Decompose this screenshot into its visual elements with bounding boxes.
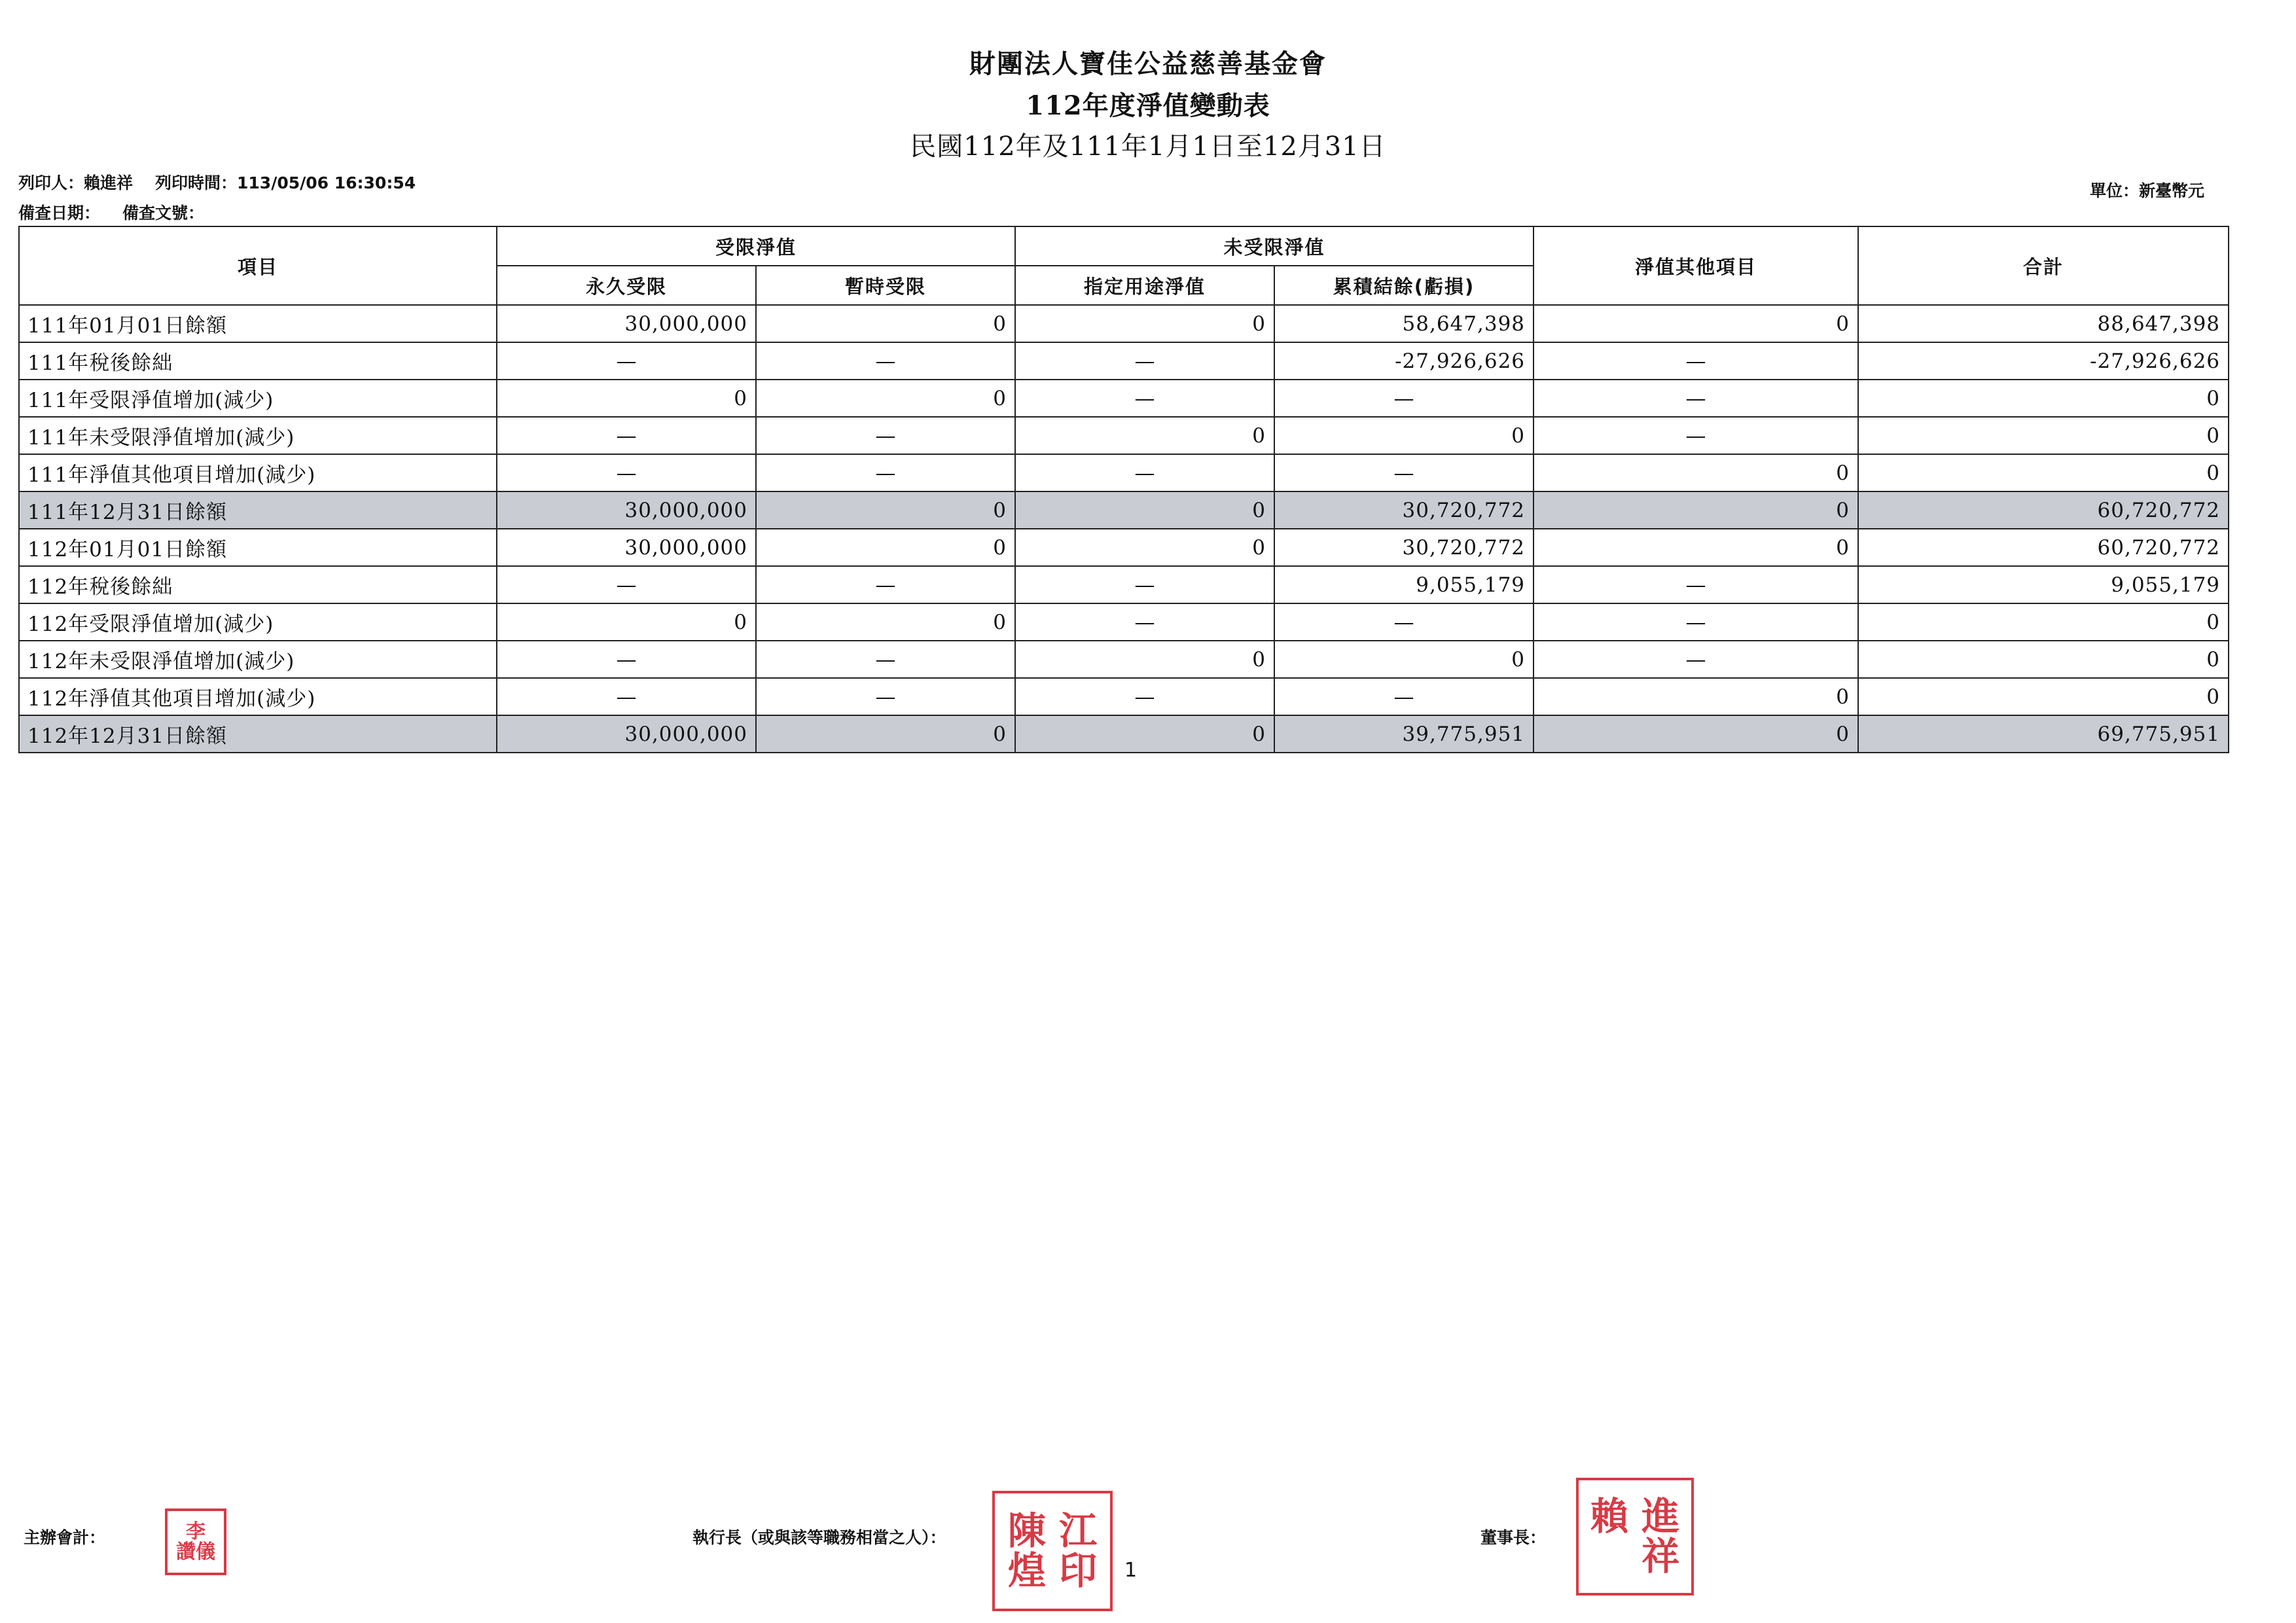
table-cell: 0	[1534, 678, 1858, 715]
row-label: 111年受限淨值增加(減少)	[19, 380, 497, 417]
table-cell: —	[756, 342, 1015, 380]
row-label: 112年01月01日餘額	[19, 529, 497, 566]
header-temporary: 暫時受限	[756, 266, 1015, 305]
table-cell: 0	[1534, 491, 1858, 529]
table-cell: 60,720,772	[1858, 491, 2229, 529]
table-cell: —	[756, 417, 1015, 454]
check-date: 備查日期：	[18, 204, 101, 223]
table-cell: —	[1534, 603, 1858, 641]
table-cell: —	[1015, 678, 1274, 715]
table-cell: —	[1274, 678, 1534, 715]
table-cell: —	[756, 641, 1015, 678]
table-cell: —	[1015, 566, 1274, 603]
table-cell: 39,775,951	[1274, 715, 1534, 753]
table-cell: 0	[1858, 380, 2229, 417]
table-row	[19, 417, 2229, 454]
table-cell: —	[1534, 342, 1858, 380]
table-cell: 0	[1015, 641, 1274, 678]
table-cell: —	[1274, 603, 1534, 641]
table-cell: 30,720,772	[1274, 491, 1534, 529]
table-cell: —	[497, 454, 756, 491]
check-doc-number: 備查文號：	[122, 204, 205, 223]
table-row	[19, 305, 2229, 342]
printer-label: 列印人：賴進祥	[18, 173, 134, 192]
table-row	[19, 454, 2229, 491]
header-unrestricted-group: 未受限淨值	[1015, 226, 1534, 266]
table-cell: 0	[756, 715, 1015, 753]
table-cell: 58,647,398	[1274, 305, 1534, 342]
table-cell: 0	[1015, 417, 1274, 454]
table-cell: 30,000,000	[497, 529, 756, 566]
executive-seal: 陳 江 煌 印	[992, 1491, 1113, 1611]
table-cell: —	[1534, 566, 1858, 603]
row-label: 111年12月31日餘額	[19, 491, 497, 529]
table-row	[19, 566, 2229, 603]
header-permanent: 永久受限	[497, 266, 756, 305]
header-restricted-group: 受限淨值	[497, 226, 1015, 266]
table-row	[19, 342, 2229, 380]
table-cell: —	[1015, 603, 1274, 641]
table-cell: 0	[1274, 417, 1534, 454]
table-row	[19, 641, 2229, 678]
table-cell: 0	[497, 380, 756, 417]
table-cell: 0	[1858, 678, 2229, 715]
table-cell: -27,926,626	[1274, 342, 1534, 380]
row-label: 112年受限淨值增加(減少)	[19, 603, 497, 641]
table-row	[19, 603, 2229, 641]
page-number: 1	[1124, 1559, 1138, 1582]
table-cell: —	[497, 678, 756, 715]
table-cell: 0	[1858, 454, 2229, 491]
row-label: 112年淨值其他項目增加(減少)	[19, 678, 497, 715]
table-cell: 0	[1858, 641, 2229, 678]
header-other-items: 淨值其他項目	[1534, 226, 1858, 305]
table-cell: —	[1015, 454, 1274, 491]
table-cell: —	[497, 641, 756, 678]
net-value-change-table	[18, 226, 2229, 753]
table-cell: —	[756, 454, 1015, 491]
table-cell: 0	[756, 305, 1015, 342]
table-cell: 9,055,179	[1274, 566, 1534, 603]
chairman-seal: 賴 進 祥	[1576, 1478, 1694, 1596]
table-cell: 0	[1534, 454, 1858, 491]
table-cell: 60,720,772	[1858, 529, 2229, 566]
table-cell: 0	[756, 529, 1015, 566]
check-info	[18, 200, 226, 224]
table-row	[19, 678, 2229, 715]
table-cell: 0	[756, 380, 1015, 417]
table-cell: —	[1015, 380, 1274, 417]
table-cell: 0	[756, 491, 1015, 529]
accountant-label: 主辦會計：	[24, 1528, 106, 1547]
chairman-label: 董事長：	[1480, 1528, 1547, 1547]
table-row	[19, 491, 2229, 529]
table-cell: 0	[1534, 305, 1858, 342]
table-cell: 30,000,000	[497, 305, 756, 342]
report-title: 112年度淨值變動表	[1026, 90, 1270, 121]
table-row	[19, 529, 2229, 566]
table-cell: —	[1534, 641, 1858, 678]
table-row	[19, 715, 2229, 753]
table-cell: 69,775,951	[1858, 715, 2229, 753]
organization-name: 財團法人寶佳公益慈善基金會	[969, 48, 1327, 79]
table-cell: 0	[756, 603, 1015, 641]
table-cell: -27,926,626	[1858, 342, 2229, 380]
row-label: 112年稅後餘絀	[19, 566, 497, 603]
table-cell: —	[497, 342, 756, 380]
print-info	[18, 170, 438, 194]
table-cell: 0	[1534, 715, 1858, 753]
print-time: 列印時間：113/05/06 16:30:54	[155, 173, 416, 192]
row-label: 111年淨值其他項目增加(減少)	[19, 454, 497, 491]
table-cell: 0	[1858, 603, 2229, 641]
row-label: 111年01月01日餘額	[19, 305, 497, 342]
table-cell: —	[1534, 380, 1858, 417]
table-cell: 0	[1858, 417, 2229, 454]
table-cell: —	[1534, 417, 1858, 454]
table-cell: 30,720,772	[1274, 529, 1534, 566]
table-cell: 88,647,398	[1858, 305, 2229, 342]
table-cell: 0	[1274, 641, 1534, 678]
table-cell: 0	[1015, 715, 1274, 753]
header-designated: 指定用途淨值	[1015, 266, 1274, 305]
table-cell: 0	[497, 603, 756, 641]
table-cell: 30,000,000	[497, 715, 756, 753]
executive-label: 執行長（或與該等職務相當之人）：	[692, 1528, 946, 1547]
report-period: 民國112年及111年1月1日至12月31日	[910, 132, 1386, 162]
table-cell: —	[1015, 342, 1274, 380]
table-cell: —	[756, 566, 1015, 603]
accountant-seal: 李 讚儀	[165, 1508, 226, 1575]
table-cell: —	[1274, 380, 1534, 417]
table-cell: 0	[1015, 491, 1274, 529]
table-row	[19, 380, 2229, 417]
table-body	[19, 305, 2229, 753]
header-total: 合計	[1858, 226, 2229, 305]
header-accumulated: 累積結餘(虧損)	[1274, 266, 1534, 305]
table-cell: —	[497, 566, 756, 603]
row-label: 111年未受限淨值增加(減少)	[19, 417, 497, 454]
row-label: 111年稅後餘絀	[19, 342, 497, 380]
row-label: 112年未受限淨值增加(減少)	[19, 641, 497, 678]
table-cell: 30,000,000	[497, 491, 756, 529]
table-cell: 0	[1015, 529, 1274, 566]
header-item: 項目	[19, 226, 497, 305]
currency-unit: 單位：新臺幣元	[2090, 181, 2205, 200]
table-cell: 0	[1534, 529, 1858, 566]
row-label: 112年12月31日餘額	[19, 715, 497, 753]
table-cell: —	[1274, 454, 1534, 491]
table-cell: —	[497, 417, 756, 454]
table-cell: —	[756, 678, 1015, 715]
table-cell: 9,055,179	[1858, 566, 2229, 603]
table-cell: 0	[1015, 305, 1274, 342]
